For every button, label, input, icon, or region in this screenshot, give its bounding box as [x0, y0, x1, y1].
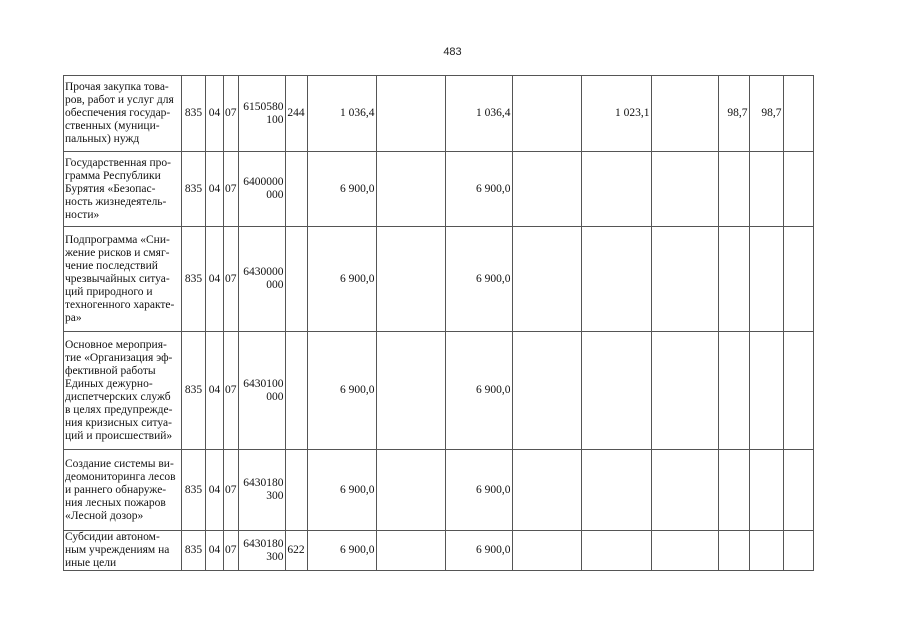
- value-cell-v2: [376, 332, 445, 450]
- value-cell-v4: [512, 227, 581, 332]
- cs-code-part2: 000: [266, 189, 284, 201]
- value-cell-v2: [376, 227, 445, 332]
- value-cell-v4: [512, 152, 581, 227]
- value-cell-v6: [651, 227, 718, 332]
- cs-code-cell: [238, 76, 285, 152]
- cs-code-cell: [238, 531, 285, 571]
- value-cell-v5: [581, 152, 651, 227]
- cs-code-part2: 100: [266, 113, 284, 126]
- value-cell-v8: [749, 227, 783, 332]
- value-cell-v3: 6 900,0: [445, 531, 512, 571]
- value-cell-v3: 6 900,0: [445, 152, 512, 227]
- table-row: [64, 450, 814, 531]
- rz-cell: 04: [206, 227, 224, 332]
- rz-cell: 04: [206, 531, 224, 571]
- value-cell-v6: [651, 152, 718, 227]
- row-name-cell: Основное мероприя- тие «Организация эф- фективной работы Единых дежурно- диспетчерских служб в целях предупрежде- ния кризисных ситуа- ций и происшествий»: [64, 332, 182, 450]
- vr-cell: [285, 450, 307, 531]
- value-cell-v9: [783, 227, 813, 332]
- value-cell-v7: [718, 531, 749, 571]
- value-cell-v5: [581, 450, 651, 531]
- value-cell-v4: [512, 450, 581, 531]
- value-cell-v6: [651, 76, 718, 152]
- value-cell-v7: [718, 152, 749, 227]
- cs-code-part2: 000: [266, 279, 284, 291]
- vr-cell: 244: [285, 76, 307, 152]
- row-name-cell: Создание системы ви- деомониторинга лесов и раннего обнаруже- ния лесных пожаров «Лесной дозор»: [64, 450, 182, 531]
- rz-cell: 04: [206, 450, 224, 531]
- value-cell-v3: 6 900,0: [445, 450, 512, 531]
- value-cell-v5: [581, 332, 651, 450]
- value-cell-v7: [718, 450, 749, 531]
- pr-cell: 07: [224, 450, 239, 531]
- rz-cell: 04: [206, 76, 224, 152]
- cs-code-cell: [238, 152, 285, 227]
- cs-code-part1: 6400000: [243, 176, 284, 188]
- value-cell-v8: 98,7: [749, 76, 783, 152]
- value-cell-v1: 1 036,4: [307, 76, 376, 152]
- cs-code-part1: 6430180: [243, 537, 284, 550]
- value-cell-v8: [749, 450, 783, 531]
- row-name-cell: Подпрограмма «Сни- жение рисков и смяг- чение последствий чрезвычайных ситуа- ций природного и техногенного характе- ра»: [64, 227, 182, 332]
- value-cell-v4: [512, 76, 581, 152]
- cs-code-part1: 6430180: [243, 477, 284, 489]
- page-number: 483: [443, 46, 462, 58]
- value-cell-v7: 98,7: [718, 76, 749, 152]
- value-cell-v6: [651, 450, 718, 531]
- cs-code-part2: 000: [266, 390, 284, 403]
- vr-cell: [285, 332, 307, 450]
- rz-cell: 04: [206, 332, 224, 450]
- grbs-cell: 835: [182, 227, 206, 332]
- value-cell-v5: 1 023,1: [581, 76, 651, 152]
- value-cell-v8: [749, 531, 783, 571]
- grbs-cell: 835: [182, 332, 206, 450]
- grbs-cell: 835: [182, 152, 206, 227]
- rz-cell: 04: [206, 152, 224, 227]
- value-cell-v1: 6 900,0: [307, 332, 376, 450]
- value-cell-v7: [718, 227, 749, 332]
- value-cell-v3: 6 900,0: [445, 332, 512, 450]
- pr-cell: 07: [224, 76, 239, 152]
- value-cell-v8: [749, 332, 783, 450]
- cs-code-part2: 300: [266, 550, 284, 563]
- grbs-cell: 835: [182, 76, 206, 152]
- value-cell-v9: [783, 332, 813, 450]
- grbs-cell: 835: [182, 531, 206, 571]
- cs-code-part1: 6430000: [243, 266, 284, 278]
- cs-code-cell: [238, 332, 285, 450]
- value-cell-v6: [651, 531, 718, 571]
- vr-cell: 622: [285, 531, 307, 571]
- value-cell-v8: [749, 152, 783, 227]
- value-cell-v9: [783, 531, 813, 571]
- table-row: [64, 227, 814, 332]
- grbs-cell: 835: [182, 450, 206, 531]
- value-cell-v4: [512, 531, 581, 571]
- value-cell-v7: [718, 332, 749, 450]
- value-cell-v2: [376, 531, 445, 571]
- row-name-cell: Субсидии автоном- ным учреждениям на иные цели: [64, 531, 182, 571]
- value-cell-v9: [783, 450, 813, 531]
- row-name-cell: Прочая закупка това- ров, работ и услуг для обеспечения государ- ственных (муници- пальных) нужд: [64, 76, 182, 152]
- pr-cell: 07: [224, 531, 239, 571]
- value-cell-v9: [783, 76, 813, 152]
- value-cell-v1: 6 900,0: [307, 227, 376, 332]
- table-row: [64, 531, 814, 571]
- value-cell-v1: 6 900,0: [307, 531, 376, 571]
- table-row: [64, 152, 814, 227]
- table-row: [64, 76, 814, 152]
- cs-code-part1: 6150580: [243, 100, 284, 113]
- value-cell-v2: [376, 152, 445, 227]
- pr-cell: 07: [224, 332, 239, 450]
- value-cell-v9: [783, 152, 813, 227]
- value-cell-v6: [651, 332, 718, 450]
- value-cell-v3: 6 900,0: [445, 227, 512, 332]
- vr-cell: [285, 152, 307, 227]
- value-cell-v5: [581, 531, 651, 571]
- value-cell-v1: 6 900,0: [307, 450, 376, 531]
- cs-code-cell: [238, 227, 285, 332]
- value-cell-v1: 6 900,0: [307, 152, 376, 227]
- value-cell-v4: [512, 332, 581, 450]
- row-name-cell: Государственная про- грамма Республики Бурятия «Безопас- ность жизнедеятель- ности»: [64, 152, 182, 227]
- vr-cell: [285, 227, 307, 332]
- table-row: [64, 332, 814, 450]
- pr-cell: 07: [224, 152, 239, 227]
- pr-cell: 07: [224, 227, 239, 332]
- cs-code-part2: 300: [266, 490, 284, 502]
- cs-code-part1: 6430100: [243, 377, 284, 390]
- value-cell-v3: 1 036,4: [445, 76, 512, 152]
- value-cell-v2: [376, 450, 445, 531]
- value-cell-v5: [581, 227, 651, 332]
- value-cell-v2: [376, 76, 445, 152]
- budget-table: [63, 75, 814, 571]
- cs-code-cell: [238, 450, 285, 531]
